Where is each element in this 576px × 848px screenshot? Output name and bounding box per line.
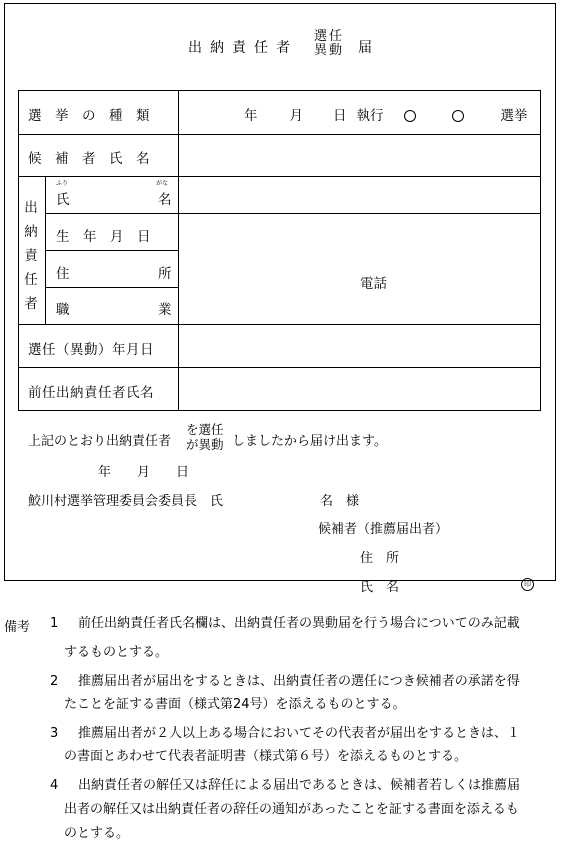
- note-number-4: 4: [50, 778, 59, 793]
- note-1-line-2: するものとする。: [64, 645, 169, 660]
- occupation-label-right: 業: [158, 302, 172, 318]
- occupation-label-left: 職: [56, 302, 70, 318]
- declaration-text-before: 上記のとおり出納責任者: [28, 434, 172, 449]
- phone-label: 電話: [360, 276, 387, 292]
- addressee: 鮫川村選挙管理委員会委員長 氏: [28, 494, 224, 509]
- birth-date-label: 生 年 月 日: [56, 229, 151, 245]
- note-4-line-3: のとする。: [64, 826, 130, 841]
- name-ruby-left: ふり: [56, 180, 69, 187]
- form-title-stack-bottom: 異動: [314, 43, 345, 58]
- note-1-line-1: 前任出納責任者氏名欄は、出納責任者の異動届を行う場合についてのみ記載: [78, 616, 520, 631]
- declaration-stack-bottom: が異動: [186, 437, 224, 452]
- note-4-line-1: 出納責任者の解任又は辞任による届出であるときは、候補者若しくは推薦届: [78, 778, 521, 793]
- note-number-3: 3: [50, 726, 59, 741]
- appointment-date-label: 選任（異動）年月日: [28, 342, 154, 358]
- circle-mark: [452, 110, 464, 122]
- address-label-right: 所: [158, 266, 172, 282]
- declaration-stack: [186, 422, 224, 452]
- previous-treasurer-label: 前任出納責任者氏名: [28, 385, 154, 401]
- name-ruby-right: がな: [156, 180, 169, 187]
- form-title-stack: [314, 30, 344, 58]
- note-3-line-1: 推薦届出者が２人以上ある場合においてその代表者が届出をするときは、１: [78, 726, 521, 741]
- addressee-suffix: 名 様: [320, 494, 360, 509]
- form-title-suffix: 届: [358, 40, 372, 56]
- treasurer-group-label: 出 納 責 任 者: [24, 200, 38, 312]
- seal-icon: 印: [521, 578, 534, 591]
- circle-mark: [404, 110, 416, 122]
- applicant-address-label: 住 所: [360, 551, 400, 566]
- declaration-text-after: しましたから届け出ます。: [232, 434, 387, 449]
- note-2-line-2: たことを証する書面（様式第24号）を添えるものとする。: [64, 697, 406, 712]
- note-number-1: 1: [50, 616, 59, 631]
- declaration-stack-top: を選任: [186, 422, 224, 437]
- note-3-line-2: の書面とあわせて代表者証明書（様式第６号）を添えるものとする。: [64, 749, 468, 764]
- applicant-label: 候補者（推薦届出者）: [318, 522, 449, 537]
- form-title-prefix: 出納責任者: [188, 40, 298, 56]
- note-number-2: 2: [50, 674, 59, 689]
- notes-heading: 備考: [4, 620, 31, 635]
- note-4-line-2: 出者の解任又は出納責任者の辞任の通知があったことを証する書面を添えるも: [64, 802, 519, 817]
- candidate-name-label: 候 補 者 氏 名: [28, 151, 150, 167]
- election-date-field[interactable]: 年 月 日 執行 選挙: [244, 108, 528, 124]
- declaration-date: 年 月 日: [98, 465, 190, 480]
- name-label-left: 氏: [56, 192, 70, 208]
- address-label-left: 住: [56, 266, 70, 282]
- applicant-name-label: 氏 名: [360, 580, 400, 595]
- form-title-stack-top: 選任: [314, 29, 345, 44]
- name-label-right: 名: [158, 192, 172, 208]
- election-type-label: 選 挙 の 種 類: [28, 108, 150, 124]
- note-2-line-1: 推薦届出者が届出をするときは、出納責任者の選任につき候補者の承諾を得: [78, 674, 520, 689]
